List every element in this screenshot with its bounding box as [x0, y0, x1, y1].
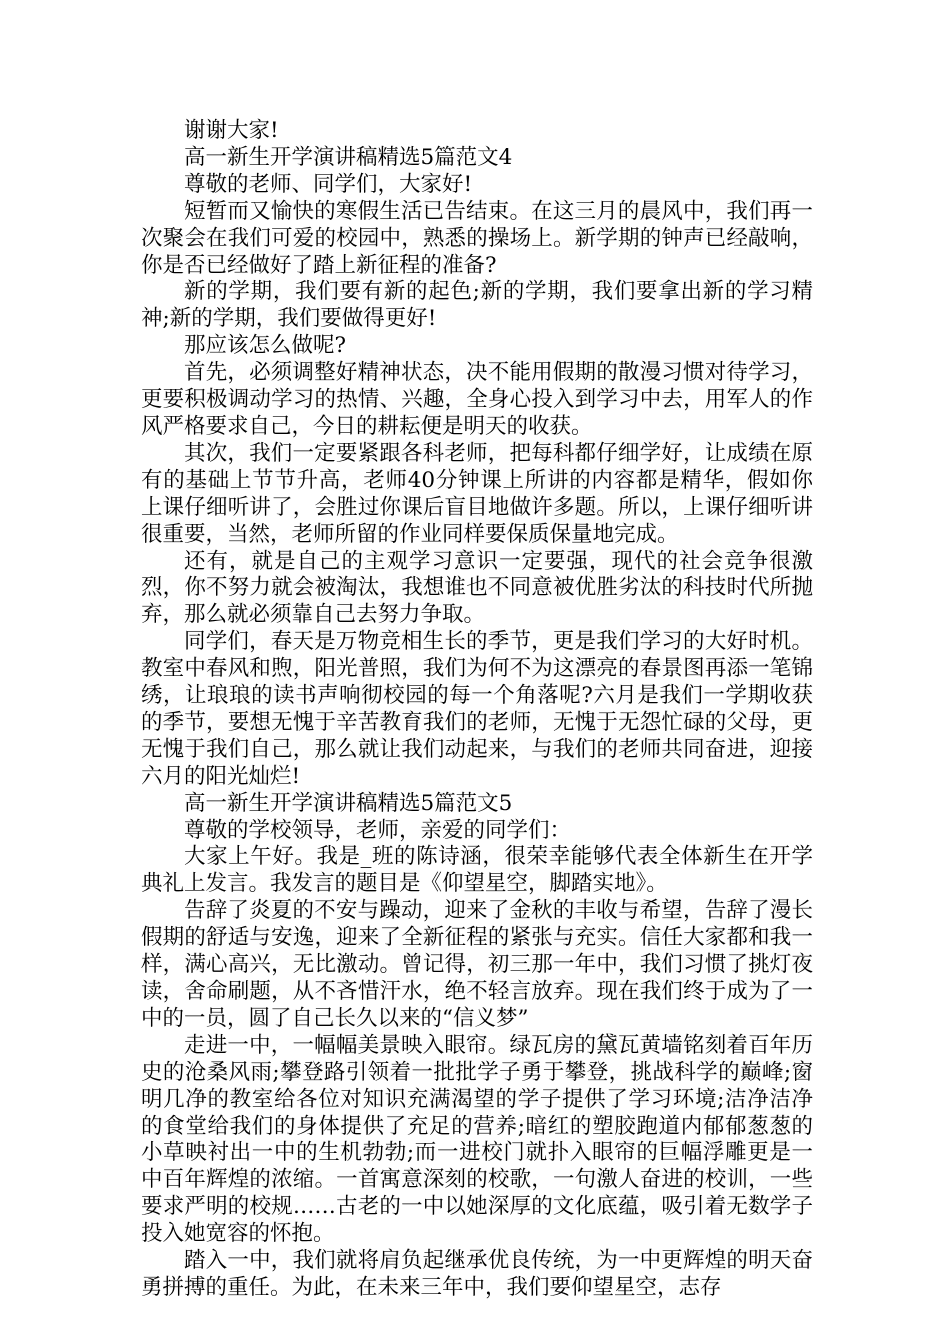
paragraph: 谢谢大家!: [184, 118, 279, 143]
paragraph: 新的学期，我们要有新的起色;新的学期，我们要拿出新的学习精神;新的学期，我们要做得更好!: [141, 279, 813, 332]
paragraph: 尊敬的老师、同学们，大家好!: [184, 171, 473, 197]
paragraph: 首先，必须调整好精神状态，决不能用假期的散漫习惯对待学习，更要积极调动学习的热情、兴趣，全身心投入到学习中去，用军人的作风严格要求自己，今日的耕耘便是明天的收获。: [141, 360, 813, 439]
paragraph: 告辞了炎夏的不安与躁动，迎来了金秋的丰收与希望，告辞了漫长假期的舒适与安逸，迎来了全新征程的紧张与充实。信任大家都和我一样，满心高兴，无比激动。曾记得，初三那一年中，我们习惯了挑灯夜读，舍命刷题，从不吝惜汗水，绝不轻言放弃。现在我们终于成为了一中的一员，圆了自己长久以来的“信义梦”: [141, 898, 813, 1031]
paragraph: 走进一中，一幅幅美景映入眼帘。绿瓦房的黛瓦黄墙铭刻着百年历史的沧桑风雨;攀登路引领着一批批学子勇于攀登，挑战科学的巅峰;窗明几净的教室给各位对知识充满渴望的学子提供了学习环境;洁净洁净的食堂给我们的身体提供了充足的营养;暗红的塑胶跑道内郁郁葱葱的小草映衬出一中的生机勃勃;而一进校门就扑入眼帘的巨幅浮雕更是一中百年辉煌的浓缩。一首寓意深刻的校歌，一句激人奋进的校训，一些要求严明的校规……古老的一中以她深厚的文化底蕴，吸引着无数学子投入她宽容的怀抱。: [141, 1032, 813, 1247]
section-heading: 高一新生开学演讲稿精选5篇范文4: [184, 144, 513, 170]
paragraph: 同学们，春天是万物竞相生长的季节，更是我们学习的大好时机。教室中春风和煦，阳光普照，我们为何不为这漂亮的春景图再添一笔锦绣，让琅琅的读书声响彻校园的每一个角落呢?六月是我们一学期收获的季节，要想无愧于辛苦教育我们的老师，无愧于无怨忙碌的父母，更无愧于我们自己，那么就让我们动起来，与我们的老师共同奋进，迎接六月的阳光灿烂!: [141, 629, 813, 789]
paragraph: 还有，就是自己的主观学习意识一定要强，现代的社会竞争很激烈，你不努力就会被淘汰，我想谁也不同意被优胜劣汰的科技时代所抛弃，那么就必须靠自己去努力争取。: [141, 548, 813, 628]
paragraph: 大家上午好。我是_班的陈诗涵，很荣幸能够代表全体新生在开学典礼上发言。我发言的题目是《仰望星空，脚踏实地》。: [141, 844, 813, 897]
paragraph: 踏入一中，我们就将肩负起继承优良传统，为一中更辉煌的明天奋勇拼搏的重任。为此，在未来三年中，我们要仰望星空，志存: [141, 1248, 813, 1300]
paragraph: 尊敬的学校领导，老师，亲爱的同学们：: [184, 817, 572, 843]
paragraph: 短暂而又愉快的寒假生活已告结束。在这三月的晨风中，我们再一次聚会在我们可爱的校园中，熟悉的操场上。新学期的钟声已经敲响，你是否已经做好了踏上新征程的准备?: [141, 198, 813, 278]
section-heading: 高一新生开学演讲稿精选5篇范文5: [184, 790, 513, 816]
paragraph: 其次，我们一定要紧跟各科老师，把每科都仔细学好，让成绩在原有的基础上节节升高，老师40分钟课上所讲的内容都是精华，假如你上课仔细听讲了，会胜过你课后盲目地做许多题。所以，上课仔细听讲很重要，当然，老师所留的作业同样要保质保量地完成。: [141, 440, 813, 547]
paragraph: 那应该怎么做呢?: [184, 333, 347, 359]
document-body: [141, 118, 813, 1302]
